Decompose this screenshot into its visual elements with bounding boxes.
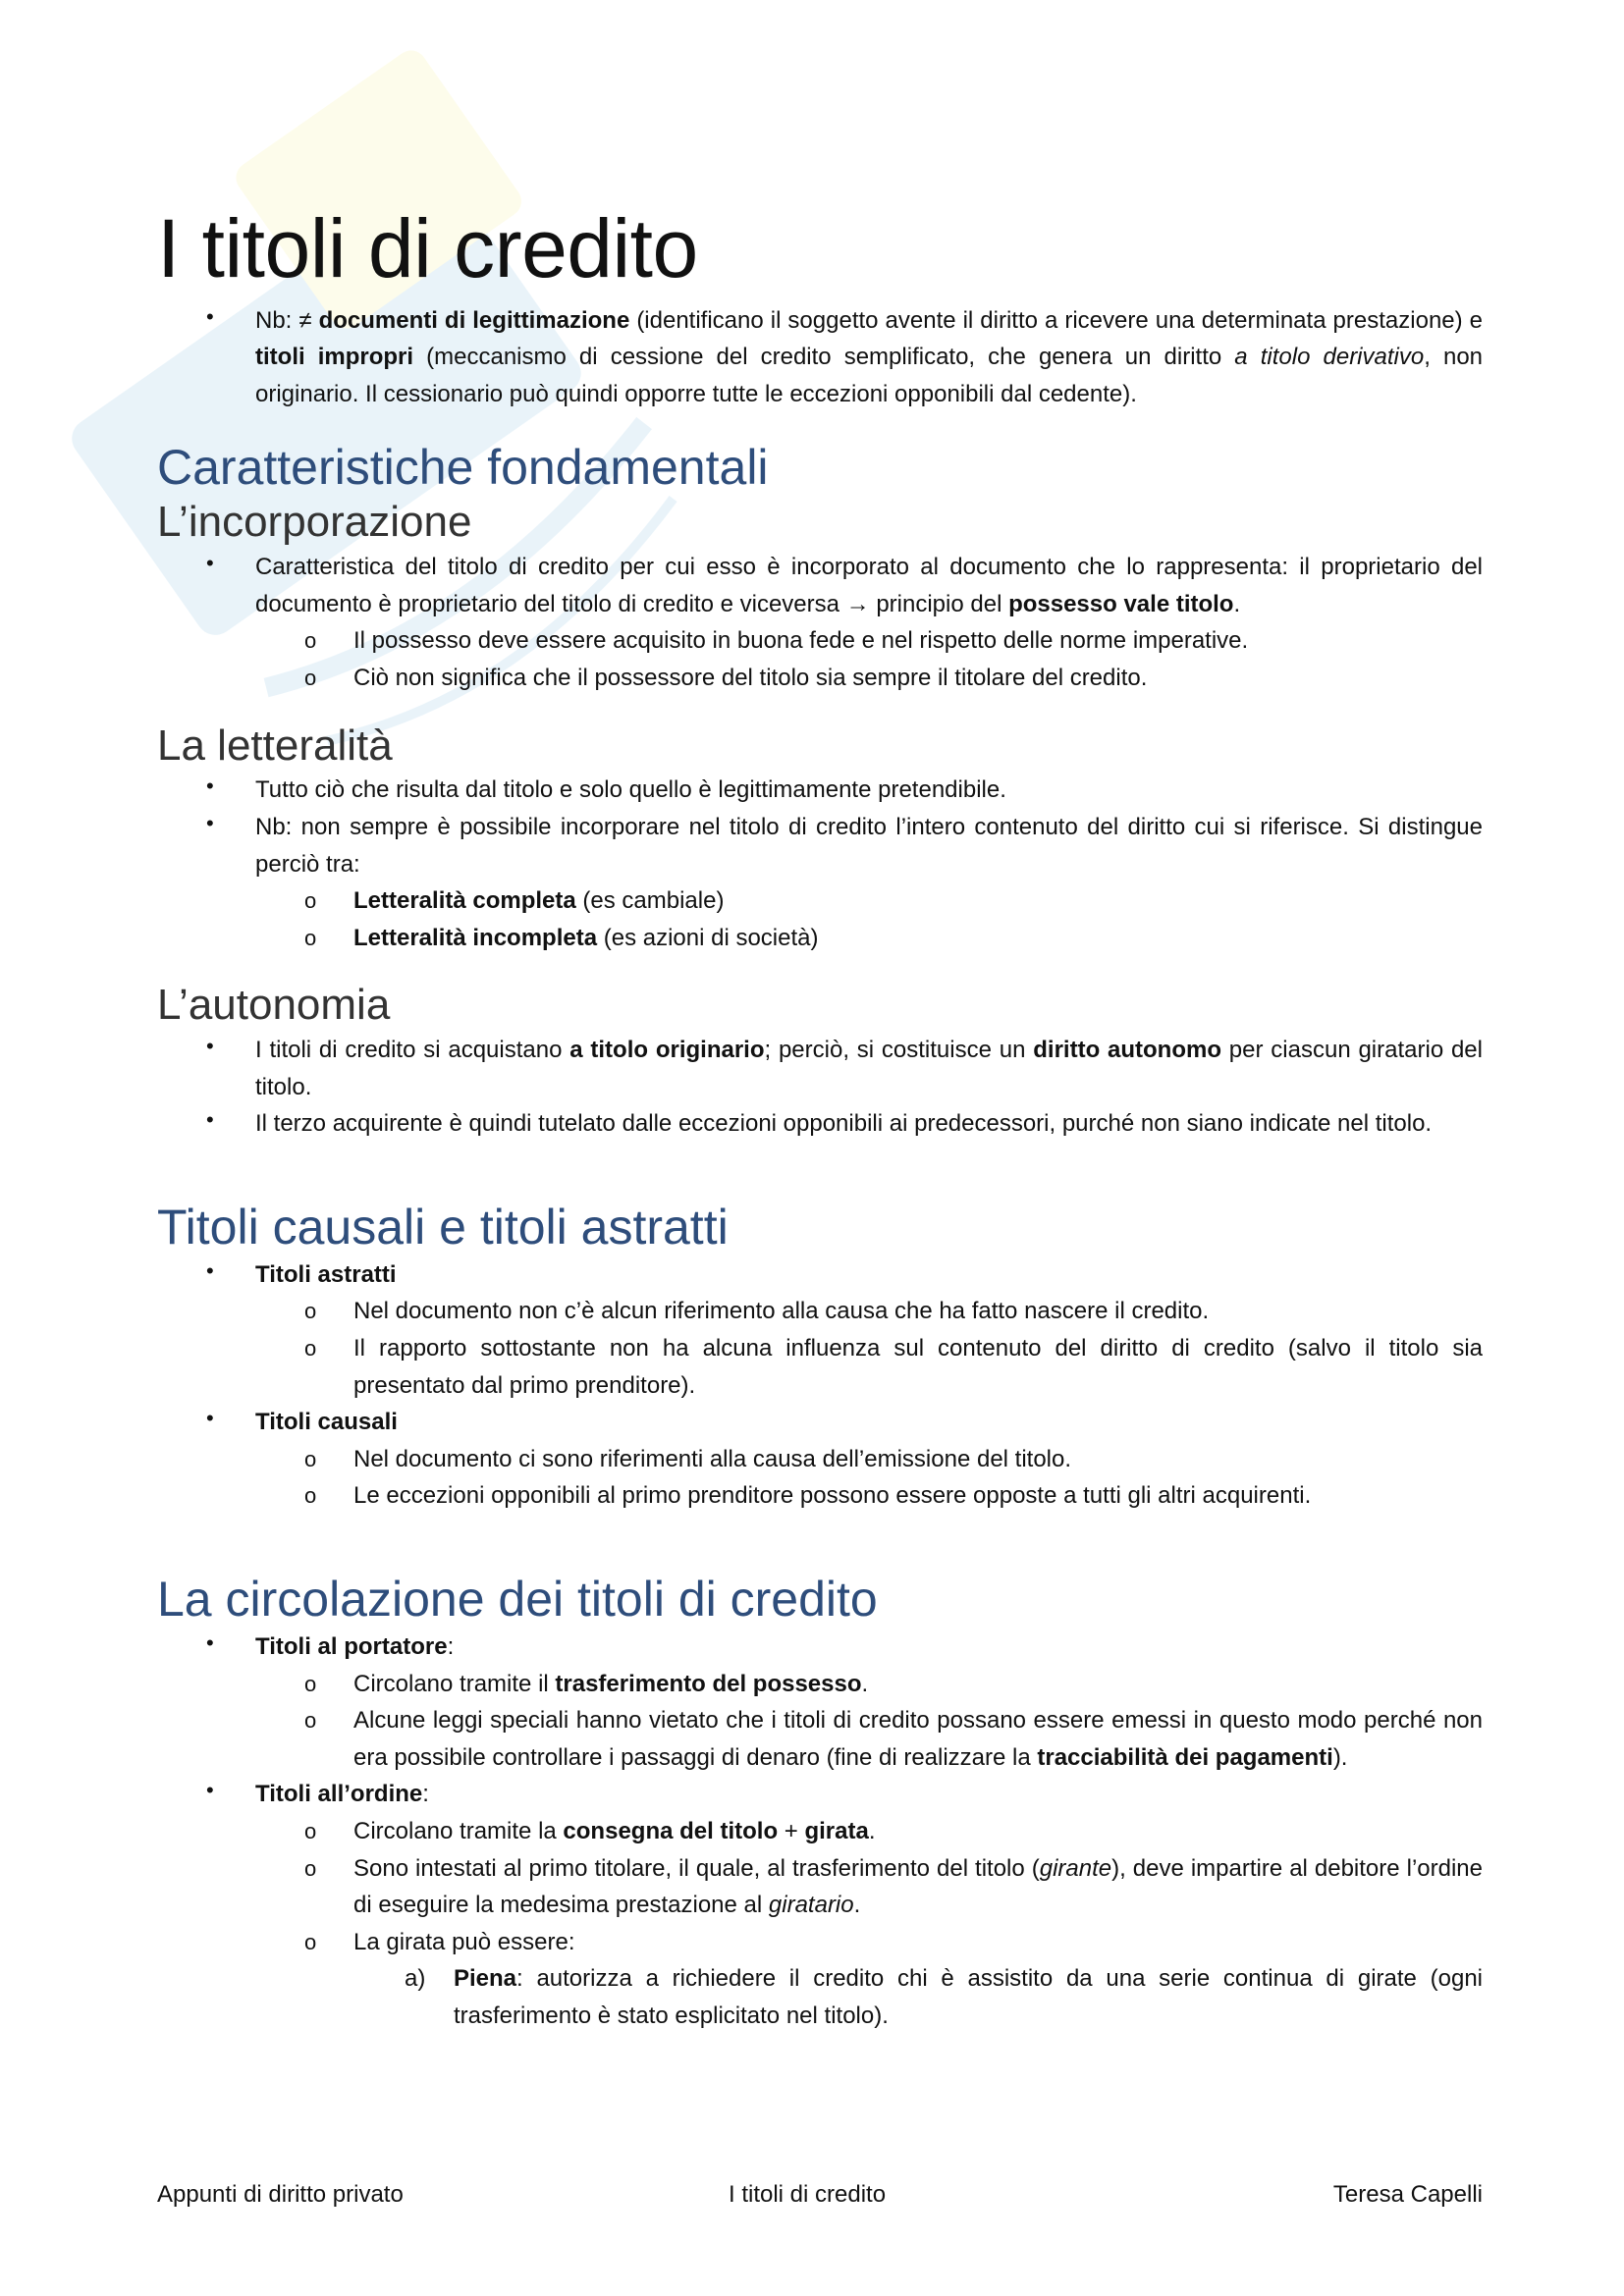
text-run: Il possesso deve essere acquisito in buona fede e nel rispetto delle norme imperative.: [353, 627, 1249, 655]
bold-run: Letteralità incompleta: [353, 924, 598, 951]
bold-run: Titoli astratti: [255, 1260, 397, 1288]
text-run: (es cambiale): [575, 887, 725, 915]
subsection-heading-letteralita: La letteralità: [157, 721, 393, 770]
bold-run: titoli impropri: [255, 344, 414, 371]
italic-run: giratario: [768, 1892, 854, 1919]
sub-list-item: [157, 1666, 1483, 1703]
text-run: Il terzo acquirente è quindi tutelato dalle eccezioni opponibili ai predecessori, purché non siano indicate nel titolo.: [255, 1110, 1433, 1138]
text-run: Tutto ciò che risulta dal titolo e solo quello è legittimamente pretendibile.: [255, 776, 1006, 804]
sub-bullet-marker: o: [304, 1483, 317, 1509]
text-run: Sono intestati al primo titolare, il quale, al trasferimento del titolo (: [353, 1854, 1040, 1882]
bold-run: tracciabilità dei pagamenti: [1037, 1743, 1333, 1771]
intro-item: [157, 302, 1483, 413]
intro-list: [157, 302, 1483, 413]
sub-list-item: [157, 1441, 1483, 1478]
bold-run: Titoli all’ordine: [255, 1781, 423, 1808]
text-run: Nel documento non c’è alcun riferimento alla causa che ha fatto nascere il credito.: [353, 1298, 1210, 1325]
document-body: [157, 201, 1483, 2035]
sub-list-item: [157, 1330, 1483, 1404]
sub-bullet-marker: o: [304, 925, 317, 950]
text-run: per ciascun giratario del titolo.: [255, 1037, 1483, 1100]
sub-bullet-marker: o: [304, 665, 317, 690]
text-run: Il rapporto sottostante non ha alcuna influenza sul contenuto del diritto di credito (salvo il titolo sia presentato dal primo prenditore).: [353, 1335, 1483, 1399]
subsection-heading-incorporazione: L’incorporazione: [157, 498, 472, 547]
section-heading-circolazione: La circolazione dei titoli di credito: [157, 1572, 878, 1628]
sub-bullet-marker: o: [304, 1336, 317, 1362]
bold-run: trasferimento del possesso: [555, 1670, 862, 1697]
bold-run: girata: [804, 1818, 869, 1845]
enum-marker: a): [405, 1965, 426, 1993]
bold-run: consegna del titolo: [563, 1818, 779, 1845]
autonomia-list: [157, 1032, 1483, 1143]
list-item: [157, 772, 1483, 809]
italic-run: girante: [1039, 1854, 1112, 1882]
text-run: I titoli di credito si acquistano: [255, 1037, 570, 1064]
text-run: (es azioni di società): [597, 924, 819, 951]
subsection-heading-autonomia: L’autonomia: [157, 981, 391, 1030]
footer-left: Appunti di diritto privato: [157, 2181, 404, 2208]
incorporazione-list: [157, 549, 1483, 696]
bullet-marker: •: [206, 1406, 214, 1431]
text-run: Circolano tramite la: [353, 1818, 564, 1845]
sub-bullet-marker: o: [304, 888, 317, 914]
text-run: : autorizza a richiedere il credito chi è assistito da una serie continua di girate (ogni trasferimento è stato esplicitato nel titolo).: [454, 1965, 1483, 2029]
bold-run: Titoli causali: [255, 1409, 398, 1436]
text-run: ; perciò, si costituisce un: [764, 1037, 1034, 1064]
sub-bullet-marker: o: [304, 1708, 317, 1734]
sub-bullet-marker: o: [304, 1855, 317, 1881]
bold-run: Letteralità completa: [353, 887, 576, 915]
sub-bullet-marker: o: [304, 1819, 317, 1844]
text-run: :: [447, 1633, 455, 1661]
text-run: .: [853, 1892, 861, 1919]
text-run: (meccanismo di cessione del credito semplificato, che genera un diritto: [413, 344, 1235, 371]
list-item: [157, 1629, 1483, 1666]
bullet-marker: •: [206, 303, 214, 329]
bullet-marker: •: [206, 1257, 214, 1283]
bullet-marker: •: [206, 1107, 214, 1133]
text-run: .: [861, 1670, 869, 1697]
sub-bullet-marker: o: [304, 1929, 317, 1954]
bullet-marker: •: [206, 1630, 214, 1656]
sub-list-item: [157, 1850, 1483, 1924]
circolazione-list: [157, 1629, 1483, 2035]
footer-center: I titoli di credito: [729, 2181, 887, 2208]
letteralita-list: [157, 772, 1483, 956]
list-item: [157, 549, 1483, 622]
bold-run: diritto autonomo: [1033, 1037, 1222, 1064]
text-run: (identificano il soggetto avente il diritto a ricevere una determinata prestazione) e: [629, 306, 1483, 334]
sub-sub-list-item: [157, 1960, 1483, 2034]
sub-bullet-marker: o: [304, 1446, 317, 1471]
text-run: La girata può essere:: [353, 1928, 575, 1955]
text-run: +: [778, 1818, 805, 1845]
bullet-marker: •: [206, 1034, 214, 1059]
italic-run: a titolo derivativo: [1234, 344, 1425, 371]
sub-bullet-marker: o: [304, 628, 317, 654]
text-run: ).: [1332, 1743, 1348, 1771]
text-run: ), deve impartire al debitore l’ordine di eseguire la medesima prestazione al: [353, 1854, 1483, 1919]
sub-list-item: [157, 1924, 1483, 1961]
sub-list-item: [157, 882, 1483, 920]
sub-list-item: [157, 622, 1483, 660]
text-run: Alcune leggi speciali hanno vietato che i titoli di credito possano essere emessi in questo modo perché non era possibile controllare i passaggi di denaro (fine di realizzare la: [353, 1707, 1483, 1771]
page-footer: [157, 2181, 1483, 2213]
sub-list-item: [157, 1477, 1483, 1515]
text-run: .: [1233, 590, 1241, 617]
bold-run: a titolo originario: [569, 1037, 765, 1064]
text-run: .: [868, 1818, 876, 1845]
sub-list-item: [157, 920, 1483, 957]
list-item: [157, 1105, 1483, 1143]
sub-list-item: [157, 1293, 1483, 1330]
text-run: Caratteristica del titolo di credito per cui esso è incorporato al documento che lo rappresenta: il proprietario del documento è proprietario del titolo di credito e viceversa → principio del: [255, 554, 1483, 617]
list-item: [157, 1404, 1483, 1441]
text-run: :: [422, 1781, 429, 1808]
sub-list-item: [157, 660, 1483, 697]
section-heading-titoli-causali: Titoli causali e titoli astratti: [157, 1199, 729, 1255]
bold-run: possesso vale titolo: [1008, 590, 1234, 617]
text-run: Nel documento ci sono riferimenti alla causa dell’emissione del titolo.: [353, 1445, 1072, 1472]
bold-run: Titoli al portatore: [255, 1633, 448, 1661]
bullet-marker: •: [206, 774, 214, 799]
text-run: Circolano tramite il: [353, 1670, 556, 1697]
sub-list-item: [157, 1702, 1483, 1776]
list-item: [157, 1776, 1483, 1813]
sub-bullet-marker: o: [304, 1299, 317, 1324]
list-item: [157, 809, 1483, 882]
footer-right: Teresa Capelli: [1332, 2181, 1483, 2208]
titoli-causali-list: [157, 1256, 1483, 1515]
text-run: Le eccezioni opponibili al primo prenditore possono essere opposte a tutti gli altri acquirenti.: [353, 1482, 1312, 1510]
document-title: I titoli di credito: [157, 202, 698, 294]
bullet-marker: •: [206, 810, 214, 835]
sub-list-item: [157, 1813, 1483, 1850]
list-item: [157, 1256, 1483, 1294]
section-heading-caratteristiche: Caratteristiche fondamentali: [157, 440, 769, 496]
bullet-marker: •: [206, 1778, 214, 1803]
text-run: Nb: ≠: [255, 306, 319, 334]
text-run: , non originario. Il cessionario può quindi opporre tutte le eccezioni opponibili dal cedente).: [255, 344, 1484, 407]
text-run: Ciò non significa che il possessore del titolo sia sempre il titolare del credito.: [353, 664, 1148, 691]
text-run: Nb: non sempre è possibile incorporare nel titolo di credito l’intero contenuto del diritto cui si riferisce. Si distingue perciò tra:: [255, 813, 1483, 878]
list-item: [157, 1032, 1483, 1105]
bold-run: Piena: [454, 1965, 517, 1993]
bold-run: documenti di legittimazione: [318, 306, 630, 334]
sub-bullet-marker: o: [304, 1671, 317, 1696]
bullet-marker: •: [206, 551, 214, 576]
